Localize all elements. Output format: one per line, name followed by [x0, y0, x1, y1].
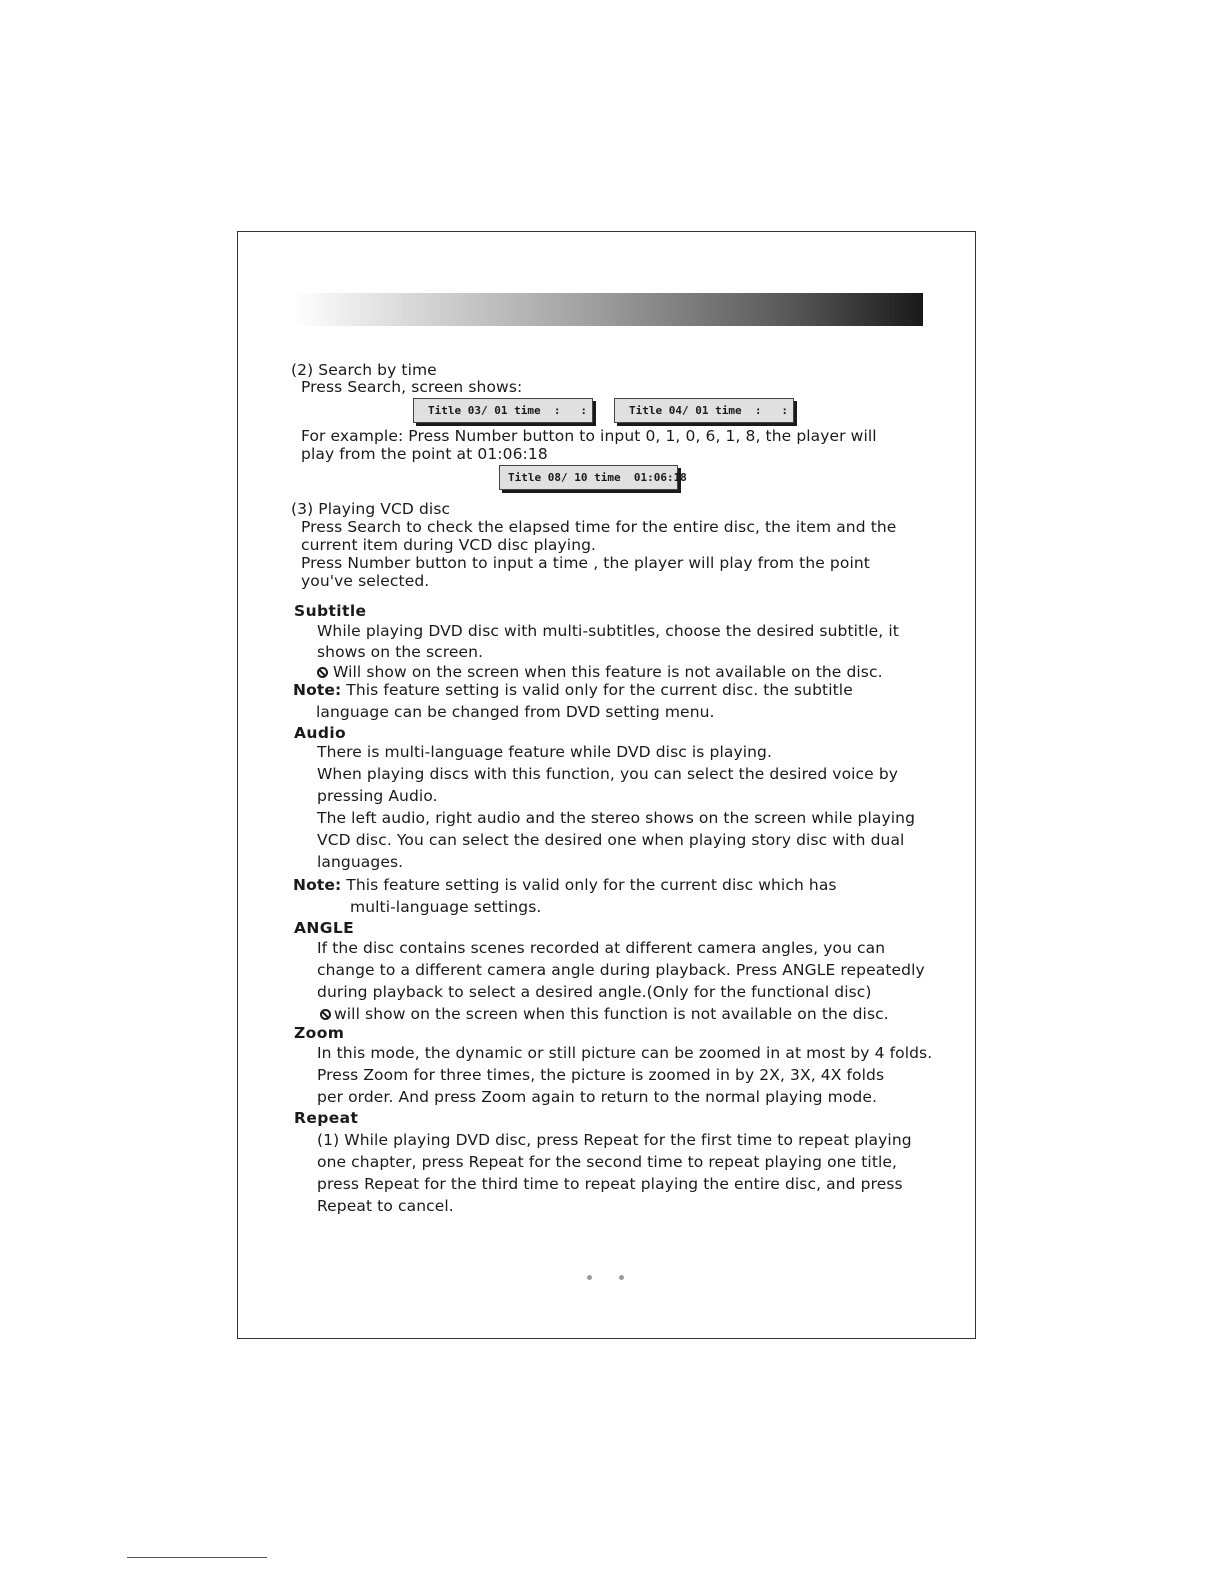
subtitle-heading: Subtitle: [294, 602, 367, 620]
repeat-line: press Repeat for the third time to repeat playing the entire disc, and press: [317, 1175, 903, 1193]
repeat-line: one chapter, press Repeat for the second time to repeat playing one title,: [317, 1153, 898, 1171]
osd-title-03: Title 03/ 01 time : :: [413, 398, 593, 423]
subtitle-line: shows on the screen.: [317, 643, 484, 661]
note-label: Note:: [293, 876, 342, 894]
prohibited-icon: [317, 667, 328, 678]
header-gradient-bar: [292, 293, 923, 326]
zoom-line: per order. And press Zoom again to return to the normal playing mode.: [317, 1088, 878, 1106]
subtitle-note: [293, 681, 853, 699]
repeat-line: (1) While playing DVD disc, press Repeat for the first time to repeat playing: [317, 1131, 912, 1149]
page-frame: [237, 231, 976, 1339]
vcd-line: Press Search to check the elapsed time for the entire disc, the item and the: [301, 518, 897, 536]
audio-note-line2: multi-language settings.: [350, 898, 542, 916]
note-label: Note:: [293, 681, 342, 699]
search-example-line1: For example: Press Number button to input 0, 1, 0, 6, 1, 8, the player will: [301, 427, 877, 445]
subtitle-line: While playing DVD disc with multi-subtitles, choose the desired subtitle, it: [317, 622, 899, 640]
zoom-line: Press Zoom for three times, the picture is zoomed in by 2X, 3X, 4X folds: [317, 1066, 885, 1084]
search-example-line2: play from the point at 01:06:18: [301, 445, 548, 463]
audio-line: There is multi-language feature while DVD disc is playing.: [317, 743, 773, 761]
subtitle-unavailable-text: Will show on the screen when this feature is not available on the disc.: [333, 663, 883, 681]
audio-note: [293, 876, 837, 894]
osd-title-04: Title 04/ 01 time : :: [614, 398, 794, 423]
angle-unavailable-line: [320, 1005, 889, 1023]
angle-heading: ANGLE: [294, 919, 355, 937]
vcd-line: Press Number button to input a time , the player will play from the point: [301, 554, 870, 572]
subtitle-note-line2: language can be changed from DVD setting menu.: [316, 703, 715, 721]
note-text: This feature setting is valid only for the current disc which has: [346, 876, 837, 894]
page-dot: [619, 1275, 624, 1280]
osd-title-08: Title 08/ 10 time 01:06:18: [499, 465, 678, 490]
angle-line: If the disc contains scenes recorded at different camera angles, you can: [317, 939, 886, 957]
zoom-heading: Zoom: [294, 1024, 345, 1042]
prohibited-icon: [320, 1009, 331, 1020]
vcd-heading: (3) Playing VCD disc: [291, 500, 451, 518]
audio-line: languages.: [317, 853, 404, 871]
footer-underline: [127, 1557, 267, 1558]
note-text: This feature setting is valid only for the current disc. the subtitle: [346, 681, 853, 699]
audio-heading: Audio: [294, 724, 347, 742]
repeat-heading: Repeat: [294, 1109, 359, 1127]
audio-line: pressing Audio.: [317, 787, 438, 805]
repeat-line: Repeat to cancel.: [317, 1197, 454, 1215]
vcd-line: current item during VCD disc playing.: [301, 536, 597, 554]
audio-line: When playing discs with this function, you can select the desired voice by: [317, 765, 899, 783]
angle-line: during playback to select a desired angle.(Only for the functional disc): [317, 983, 872, 1001]
audio-line: The left audio, right audio and the stereo shows on the screen while playing: [317, 809, 916, 827]
vcd-line: you've selected.: [301, 572, 430, 590]
zoom-line: In this mode, the dynamic or still picture can be zoomed in at most by 4 folds.: [317, 1044, 933, 1062]
audio-line: VCD disc. You can select the desired one when playing story disc with dual: [317, 831, 905, 849]
angle-unavailable-text: will show on the screen when this function is not available on the disc.: [334, 1005, 889, 1023]
page-dot: [587, 1275, 592, 1280]
search-time-heading: (2) Search by time: [291, 361, 437, 379]
search-time-line: Press Search, screen shows:: [301, 378, 523, 396]
subtitle-unavailable-line: [317, 663, 883, 681]
angle-line: change to a different camera angle during playback. Press ANGLE repeatedly: [317, 961, 925, 979]
